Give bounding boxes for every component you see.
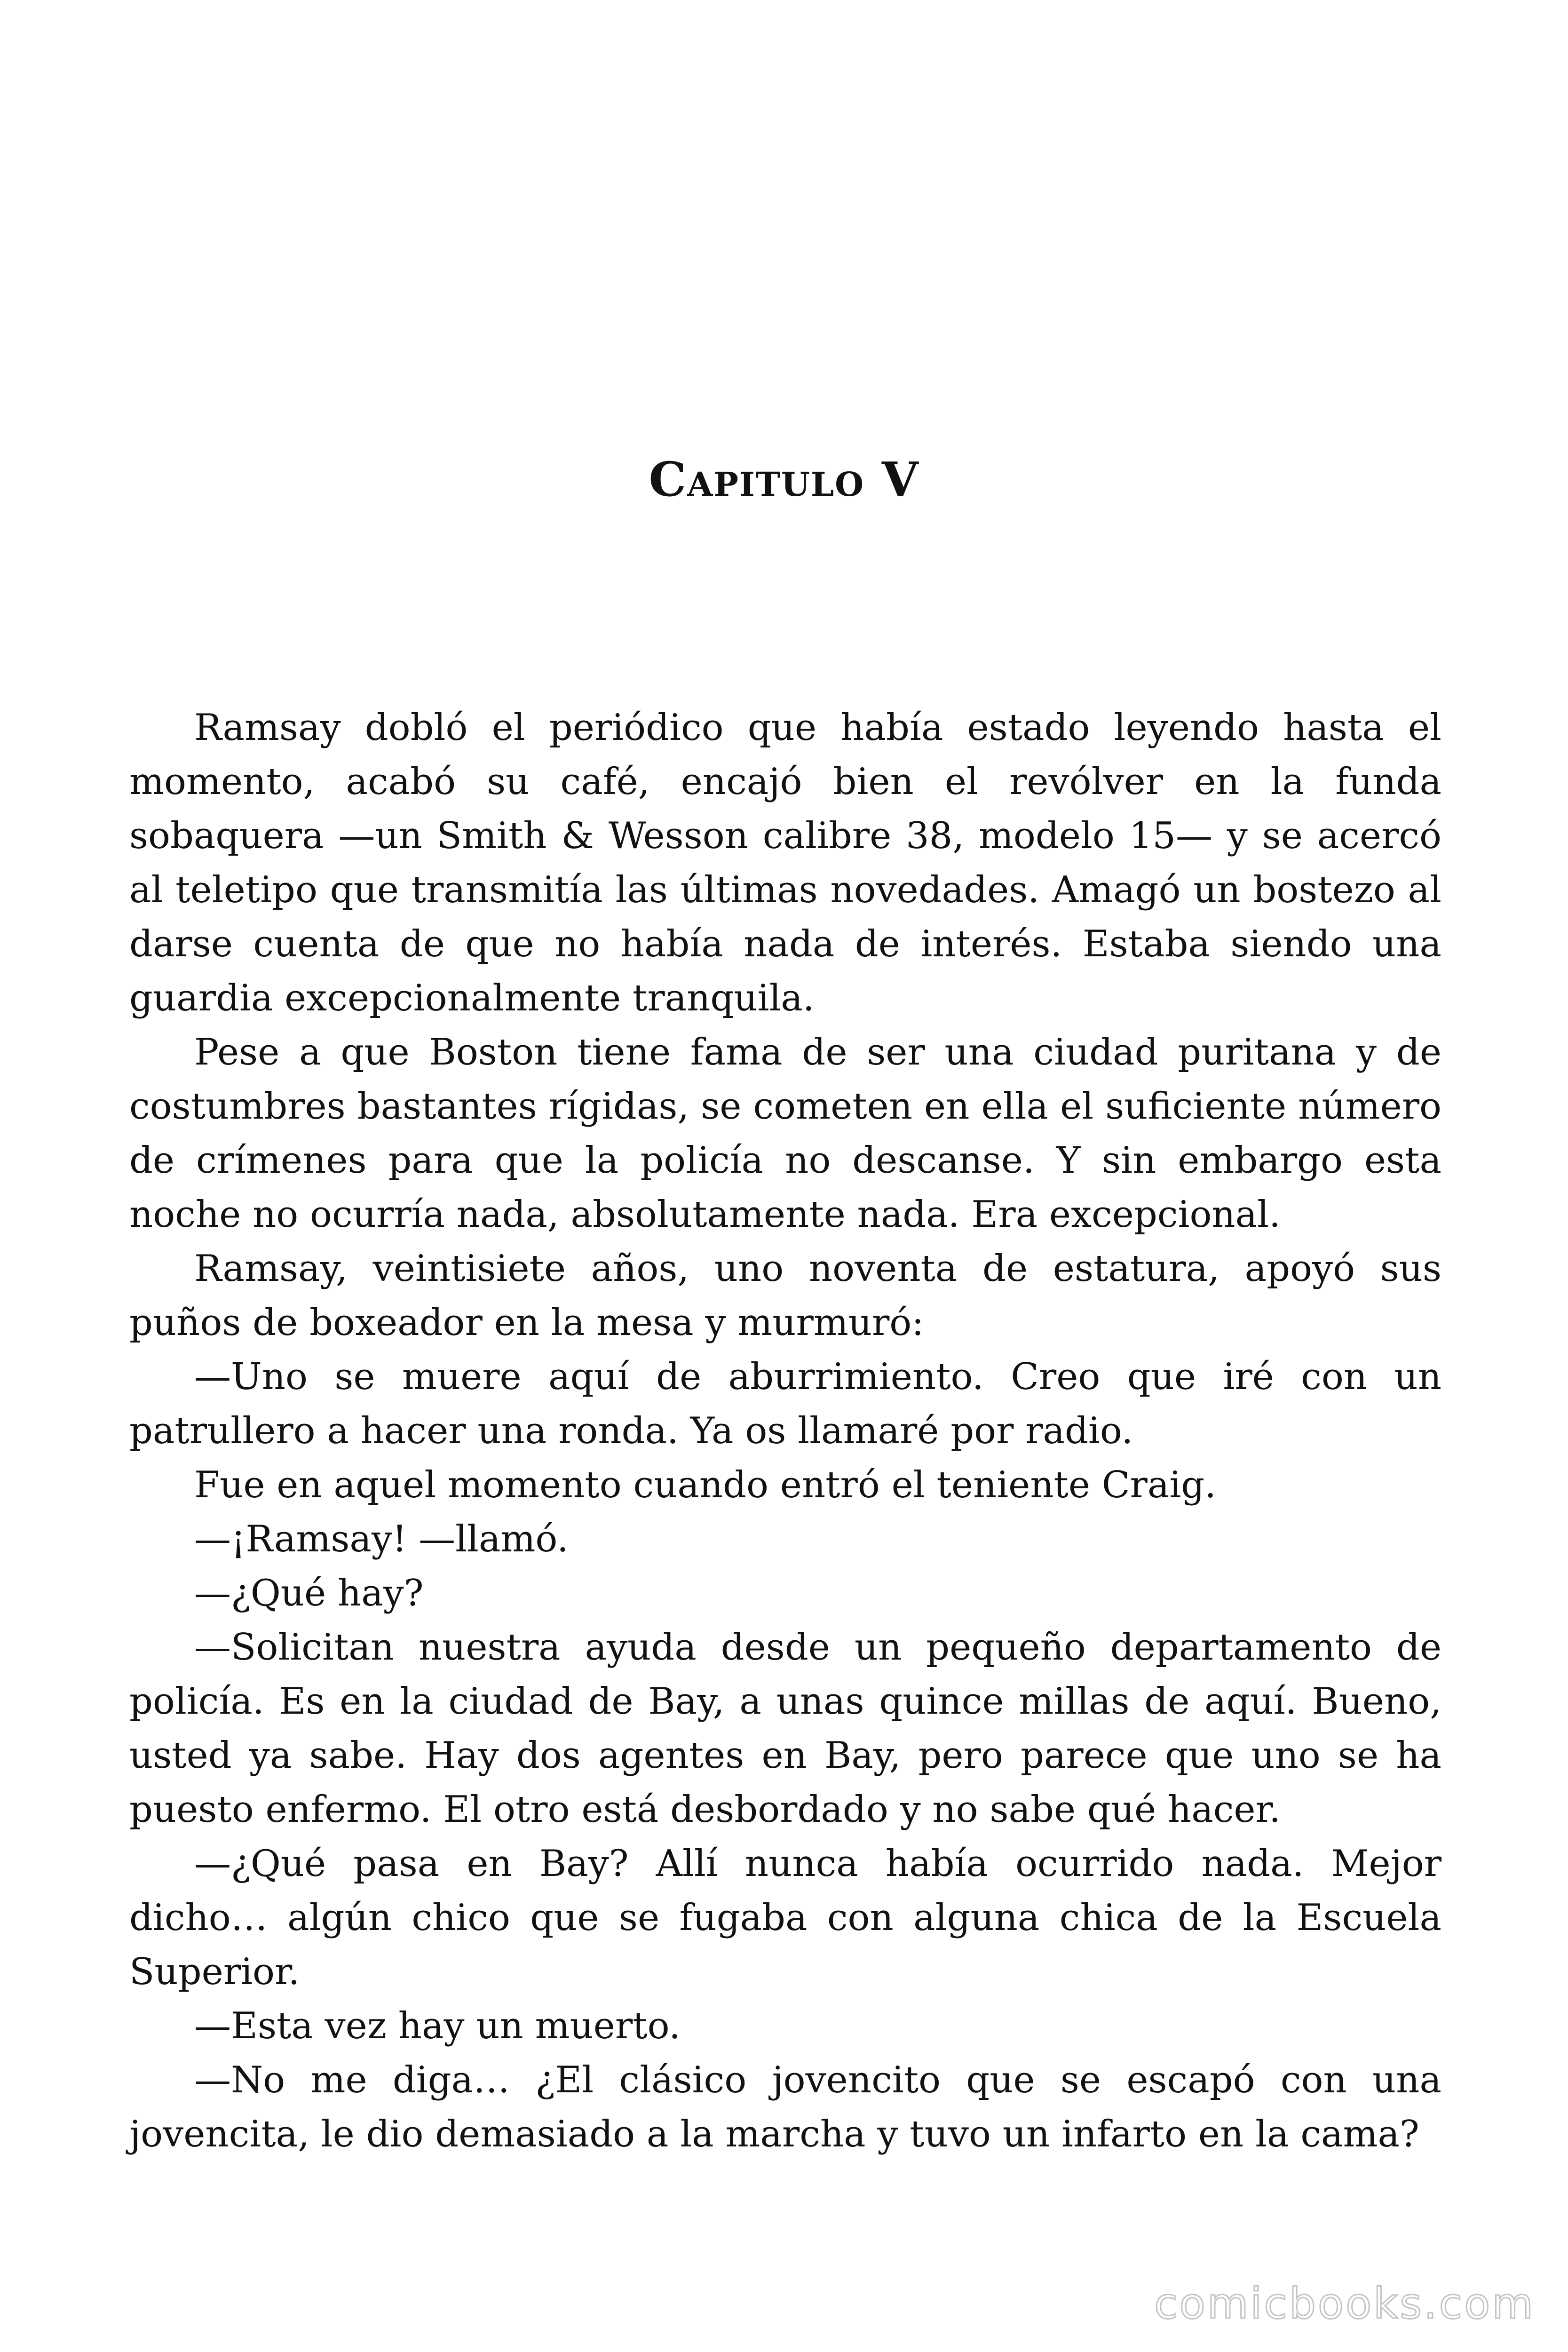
paragraph: —No me diga… ¿El clásico jovencito que se escapó con una jovencita, le dio demasiado a la marcha y tuvo un infarto en la cama? [129, 2059, 1441, 2155]
paragraph: Pese a que Boston tiene fama de ser una ciudad puritana y de costumbres bastantes rígidas, se cometen en ella el suficiente número de crímenes para que la policía no descanse. Y sin embargo esta noche no ocurría nada, absolutamente nada. Era excepcional. [129, 1031, 1441, 1236]
paragraph: —¿Qué hay? [194, 1572, 424, 1614]
paragraph: —Uno se muere aquí de aburrimiento. Creo que iré con un patrullero a hacer una ronda. Ya os llamaré por radio. [129, 1356, 1441, 1452]
paragraph: Ramsay, veintisiete años, uno noventa de estatura, apoyó sus puños de boxeador en la mesa y murmuró: [129, 1248, 1441, 1344]
paragraph: —¿Qué pasa en Bay? Allí nunca había ocurrido nada. Mejor dicho… algún chico que se fugaba con alguna chica de la Escuela Superior. [129, 1843, 1441, 1993]
paragraph: —Solicitan nuestra ayuda desde un pequeño departamento de policía. Es en la ciudad de Bay, a unas quince millas de aquí. Bueno, usted ya sabe. Hay dos agentes en Bay, pero parece que uno se ha puesto enfermo. El otro está desbordado y no sabe qué hacer. [129, 1626, 1441, 1831]
watermark: comicbooks.com [1154, 2279, 1535, 2328]
paragraph: —Esta vez hay un muerto. [194, 2005, 681, 2047]
paragraph: Fue en aquel momento cuando entró el teniente Craig. [194, 1464, 1216, 1506]
paragraph: —¡Ramsay! —llamó. [194, 1518, 569, 1560]
chapter-body [129, 701, 1441, 2161]
paragraph: Ramsay dobló el periódico que había estado leyendo hasta el momento, acabó su café, encajó bien el revólver en la funda sobaquera —un Smith & Wesson calibre 38, modelo 15— y se acercó al teletipo que transmitía las últimas novedades. Amagó un bostezo al darse cuenta de que no había nada de interés. Estaba siendo una guardia excepcionalmente tranquila. [129, 707, 1441, 1019]
chapter-title: Capitulo V [649, 452, 919, 507]
